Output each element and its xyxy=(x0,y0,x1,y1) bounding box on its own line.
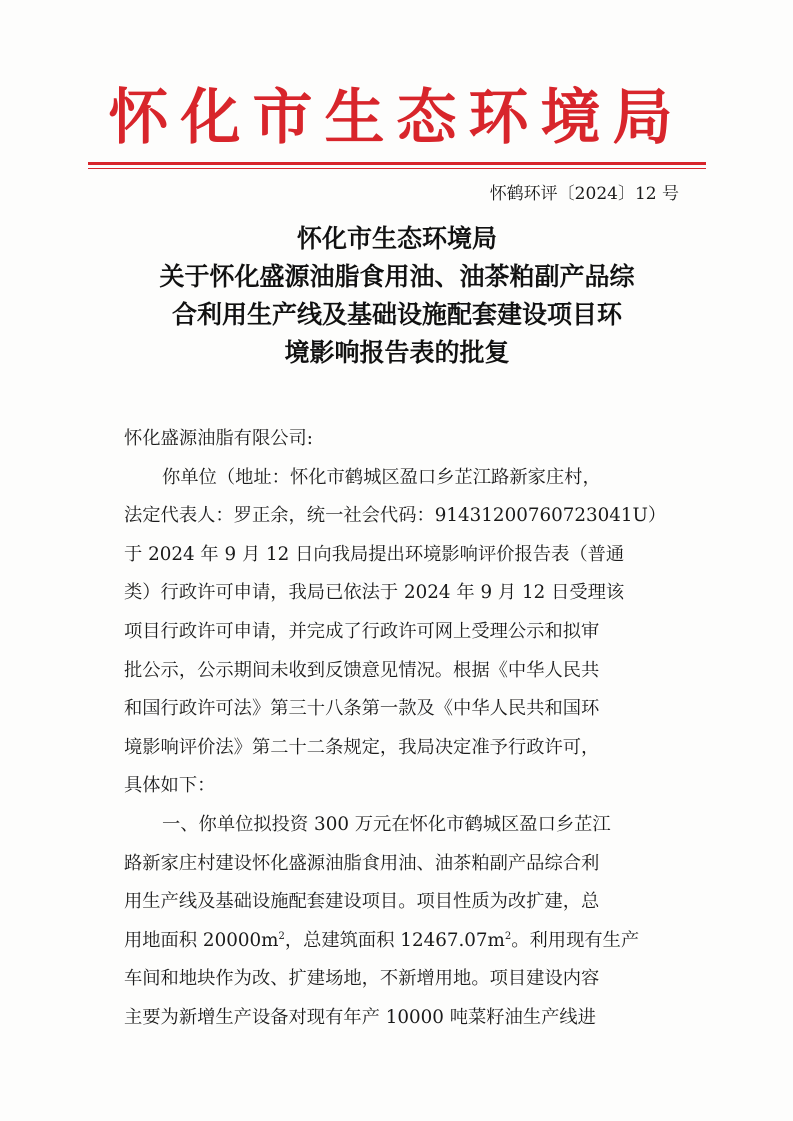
body-line: 和国行政许可法》第三十八条第一款及《中华人民共和国环 xyxy=(124,698,600,720)
body-line: 项目行政许可申请，并完成了行政许可网上受理公示和拟审 xyxy=(124,620,600,642)
letterhead-red-rule xyxy=(88,162,706,165)
area-text: ，总建筑面积 12467.07m xyxy=(284,929,505,951)
document-body xyxy=(124,420,684,1038)
body-line: 车间和地块作为改、扩建场地，不新增用地。项目建设内容 xyxy=(124,968,600,990)
body-line: 批公示，公示期间未收到反馈意见情况。根据《中华人民共 xyxy=(124,659,600,681)
body-line: 路新家庄村建设怀化盛源油脂食用油、油茶粕副产品综合利 xyxy=(124,852,600,874)
body-line-area xyxy=(124,922,684,961)
superscript: 2 xyxy=(504,930,512,942)
title-line: 怀化市生态环境局 xyxy=(296,224,497,253)
area-text: 用地面积 20000m xyxy=(124,929,279,951)
body-line: 用生产线及基础设施配套建设项目。项目性质为改扩建，总 xyxy=(124,891,600,913)
letterhead-red-rule-thin xyxy=(88,168,706,169)
body-line: 主要为新增生产设备对现有年产 10000 吨菜籽油生产线进 xyxy=(124,1006,596,1028)
body-line: 具体如下： xyxy=(124,775,216,797)
superscript: 2 xyxy=(278,930,285,942)
title-line: 关于怀化盛源油脂食用油、油茶粕副产品综 xyxy=(159,262,635,291)
body-line: 境影响评价法》第二十二条规定，我局决定准予行政许可， xyxy=(124,736,600,758)
title-line: 合利用生产线及基础设施配套建设项目环 xyxy=(171,300,622,329)
document-title xyxy=(100,220,694,372)
agency-letterhead: 怀化市生态环境局 xyxy=(108,83,685,153)
body-line: 于 2024 年 9 月 12 日向我局提出环境影响评价报告表（普通 xyxy=(124,543,625,565)
body-line: 类）行政许可申请，我局已依法于 2024 年 9 月 12 日受理该 xyxy=(124,582,625,604)
salutation: 怀化盛源油脂有限公司: xyxy=(124,428,313,449)
body-line: 一、你单位拟投资 300 万元在怀化市鹤城区盈口乡芷江 xyxy=(162,813,611,835)
area-text: 。利用现有生产 xyxy=(511,929,640,951)
document-number: 怀鹤环评〔2024〕12 号 xyxy=(489,184,679,204)
body-line: 法定代表人：罗正余，统一社会代码：91431200760723041U） xyxy=(124,505,667,527)
body-line: 你单位（地址：怀化市鹤城区盈口乡芷江路新家庄村， xyxy=(162,466,601,488)
title-line: 境影响报告表的批复 xyxy=(284,338,510,367)
